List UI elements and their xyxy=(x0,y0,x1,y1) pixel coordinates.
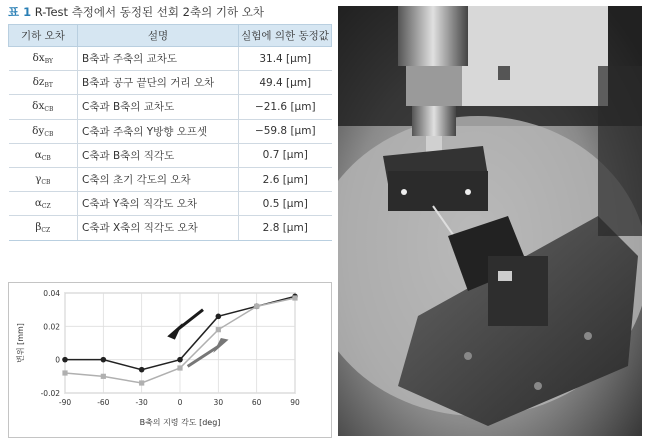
error-symbol-main: δx xyxy=(32,100,45,113)
error-symbol-sub: CB xyxy=(44,130,54,138)
error-symbol-sub: CB xyxy=(44,106,54,114)
data-point xyxy=(101,357,107,363)
displacement-chart xyxy=(8,282,332,438)
y-tick-label: 0.02 xyxy=(43,322,60,332)
error-description: C축과 주축의 Y방향 오프셋 xyxy=(78,119,239,143)
x-axis-label: B축의 지령 각도 [deg] xyxy=(139,418,221,427)
table-row xyxy=(9,95,332,119)
error-symbol-sub: CZ xyxy=(41,203,51,211)
error-symbol xyxy=(9,95,78,119)
error-description: C축과 B축의 교차도 xyxy=(78,95,239,119)
data-point xyxy=(216,327,221,332)
data-point xyxy=(254,304,259,309)
error-description: C축과 Y축의 직각도 오차 xyxy=(78,192,239,216)
table-caption-label: 표 1 xyxy=(8,5,32,19)
error-symbol xyxy=(9,71,78,95)
error-description: B축과 공구 끝단의 거리 오차 xyxy=(78,71,239,95)
error-value: 31.4 [μm] xyxy=(239,47,332,71)
table-header-row xyxy=(9,25,332,47)
error-symbol-sub: CB xyxy=(41,154,51,162)
chart-svg xyxy=(9,283,331,437)
table-caption xyxy=(8,4,264,20)
data-point xyxy=(177,357,183,363)
error-value: −21.6 [μm] xyxy=(239,95,332,119)
error-symbol xyxy=(9,167,78,191)
error-description: C축과 X축의 직각도 오차 xyxy=(78,216,239,240)
header-description: 설명 xyxy=(78,25,239,47)
error-symbol xyxy=(9,143,78,167)
y-tick-label: -0.02 xyxy=(40,389,60,398)
data-point xyxy=(139,367,145,373)
table-row xyxy=(9,143,332,167)
y-tick-label: 0 xyxy=(55,355,60,365)
error-symbol-sub: CZ xyxy=(41,227,51,235)
error-description: B축과 주축의 교차도 xyxy=(78,47,239,71)
x-tick-label: 30 xyxy=(213,398,224,407)
error-symbol-main: γ xyxy=(35,173,42,186)
error-symbol-sub: BT xyxy=(44,82,53,90)
error-symbol-main: α xyxy=(34,197,42,210)
error-value: 49.4 [μm] xyxy=(239,71,332,95)
error-value: 2.6 [μm] xyxy=(239,167,332,191)
error-description: C축의 초기 각도의 오차 xyxy=(78,167,239,191)
data-point xyxy=(139,380,144,385)
data-point xyxy=(216,314,222,320)
x-tick-label: -90 xyxy=(58,398,72,407)
table-row xyxy=(9,167,332,191)
error-symbol-main: β xyxy=(35,221,42,234)
error-symbol xyxy=(9,47,78,71)
x-tick-label: 90 xyxy=(290,398,300,407)
header-error: 기하 오차 xyxy=(9,25,78,47)
table-row xyxy=(9,216,332,240)
header-value: 실험에 의한 동정값 xyxy=(239,25,332,47)
y-tick-label: 0.04 xyxy=(43,289,60,298)
error-description: C축과 B축의 직각도 xyxy=(78,143,239,167)
data-point xyxy=(177,365,182,370)
error-symbol-sub: CB xyxy=(41,179,51,187)
table-row xyxy=(9,47,332,71)
data-point xyxy=(62,357,68,363)
y-axis-label: 변위 [mm] xyxy=(16,323,25,363)
error-symbol-main: α xyxy=(34,148,42,161)
error-symbol-main: δx xyxy=(32,52,45,65)
data-point xyxy=(292,295,297,300)
r-test-photo xyxy=(338,6,642,436)
error-symbol-sub: BY xyxy=(44,58,53,66)
error-symbol-main: δy xyxy=(32,124,45,137)
data-point xyxy=(62,370,67,375)
geometric-error-table xyxy=(8,24,332,241)
x-tick-label: 60 xyxy=(251,398,262,407)
error-symbol xyxy=(9,119,78,143)
table-row xyxy=(9,192,332,216)
error-symbol-main: δz xyxy=(32,76,45,89)
table-caption-title: R-Test 측정에서 동정된 선회 2축의 기하 오차 xyxy=(34,5,264,19)
x-tick-label: 0 xyxy=(177,398,183,407)
error-value: −59.8 [μm] xyxy=(239,119,332,143)
error-value: 0.7 [μm] xyxy=(239,143,332,167)
error-symbol xyxy=(9,192,78,216)
table-row xyxy=(9,71,332,95)
machine-photo xyxy=(338,6,642,436)
data-point xyxy=(101,374,106,379)
x-tick-label: -30 xyxy=(135,398,148,407)
error-value: 0.5 [μm] xyxy=(239,192,332,216)
table-row xyxy=(9,119,332,143)
x-tick-label: -60 xyxy=(97,398,110,407)
error-symbol xyxy=(9,216,78,240)
error-value: 2.8 [μm] xyxy=(239,216,332,240)
